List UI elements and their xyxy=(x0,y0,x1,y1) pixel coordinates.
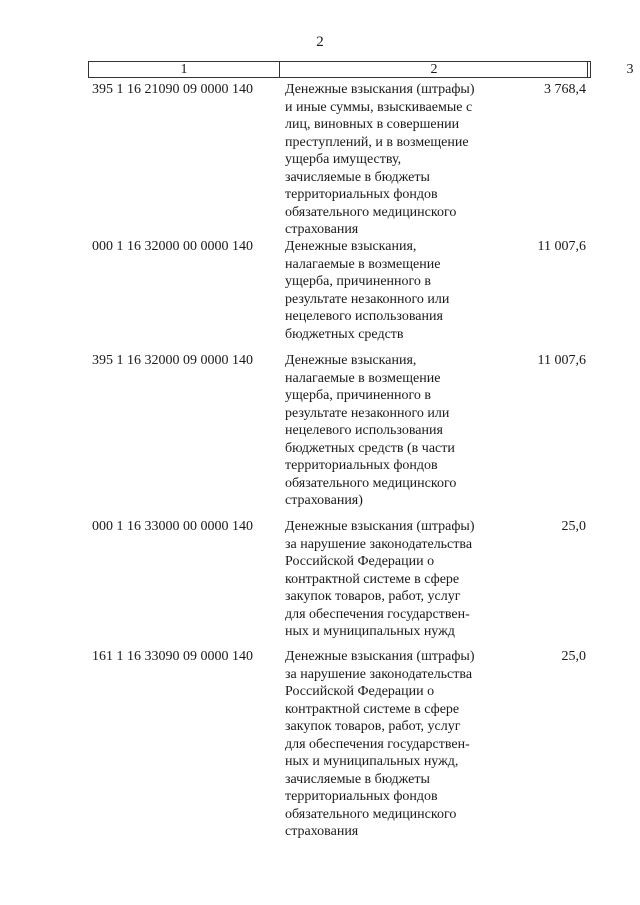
amount: 11 007,6 xyxy=(537,353,586,368)
description xyxy=(285,352,495,510)
description-line: обязательного медицинского xyxy=(285,204,457,220)
page-number: 2 xyxy=(316,34,324,50)
description-line: за нарушение законодательства xyxy=(285,666,473,682)
table-header xyxy=(88,61,634,78)
budget-code: 000 1 16 32000 00 0000 140 xyxy=(92,239,253,254)
description-line: результате незаконного или xyxy=(285,405,450,421)
description-line: и иные суммы, взыскиваемые с xyxy=(285,99,473,115)
description-line: страхования xyxy=(285,222,359,237)
description-line: результате незаконного или xyxy=(285,291,450,307)
description-line: Российской Федерации о xyxy=(285,554,435,569)
description-line: ущерба, причиненного в xyxy=(285,388,432,403)
description-line: ных и муниципальных нужд xyxy=(285,624,455,639)
description-line: ущерба имуществу, xyxy=(285,152,402,167)
budget-code: 395 1 16 21090 09 0000 140 xyxy=(92,82,253,97)
description-line: закупок товаров, работ, услуг xyxy=(285,589,461,604)
description-line: для обеспечения государствен- xyxy=(285,606,470,622)
description-line: контрактной системе в сфере xyxy=(285,571,460,587)
description-line: налагаемые в возмещение xyxy=(285,256,441,272)
description-line: страхования) xyxy=(285,493,363,508)
amount: 25,0 xyxy=(561,649,586,664)
amount: 3 768,4 xyxy=(544,82,586,97)
description-line: Денежные взыскания (штрафы) xyxy=(285,519,475,534)
description-line: за нарушение законодательства xyxy=(285,536,473,552)
description-line: территориальных фондов xyxy=(285,789,438,804)
description-line: контрактной системе в сфере xyxy=(285,701,460,717)
description-line: преступлений, и в возмещение xyxy=(285,134,469,150)
description-line: территориальных фондов xyxy=(285,458,438,473)
description-line: Денежные взыскания (штрафы) xyxy=(285,82,475,97)
description xyxy=(285,648,495,841)
description-line: для обеспечения государствен- xyxy=(285,736,470,752)
description-line: бюджетных средств xyxy=(285,326,404,342)
description-line: Российской Федерации о xyxy=(285,684,435,699)
budget-code: 000 1 16 33000 00 0000 140 xyxy=(92,519,253,534)
description-line: зачисляемые в бюджеты xyxy=(285,771,430,787)
description-line: нецелевого использования xyxy=(285,423,443,438)
description-line: обязательного медицинского xyxy=(285,475,457,491)
description-line: лиц, виновных в совершении xyxy=(285,117,460,132)
description-line: бюджетных средств (в части xyxy=(285,440,455,456)
description-line: закупок товаров, работ, услуг xyxy=(285,719,461,734)
description xyxy=(285,518,495,641)
description-line: нецелевого использования xyxy=(285,309,443,324)
amount: 25,0 xyxy=(561,519,586,534)
description xyxy=(285,81,495,239)
description-line: Денежные взыскания, xyxy=(285,353,417,368)
column-header-1: 1 xyxy=(180,62,188,77)
description-line: Денежные взыскания (штрафы) xyxy=(285,649,475,664)
description-line: территориальных фондов xyxy=(285,187,438,202)
budget-code: 161 1 16 33090 09 0000 140 xyxy=(92,649,253,664)
budget-code: 395 1 16 32000 09 0000 140 xyxy=(92,353,253,368)
description xyxy=(285,238,495,343)
description-line: страхования xyxy=(285,824,359,839)
amount: 11 007,6 xyxy=(537,239,586,254)
description-line: Денежные взыскания, xyxy=(285,239,417,254)
description-line: ных и муниципальных нужд, xyxy=(285,754,459,769)
column-header-3: 3 xyxy=(587,62,640,77)
description-line: налагаемые в возмещение xyxy=(285,370,441,386)
column-header-2: 2 xyxy=(279,62,588,77)
description-line: обязательного медицинского xyxy=(285,806,457,822)
description-line: зачисляемые в бюджеты xyxy=(285,169,430,185)
description-line: ущерба, причиненного в xyxy=(285,274,432,289)
